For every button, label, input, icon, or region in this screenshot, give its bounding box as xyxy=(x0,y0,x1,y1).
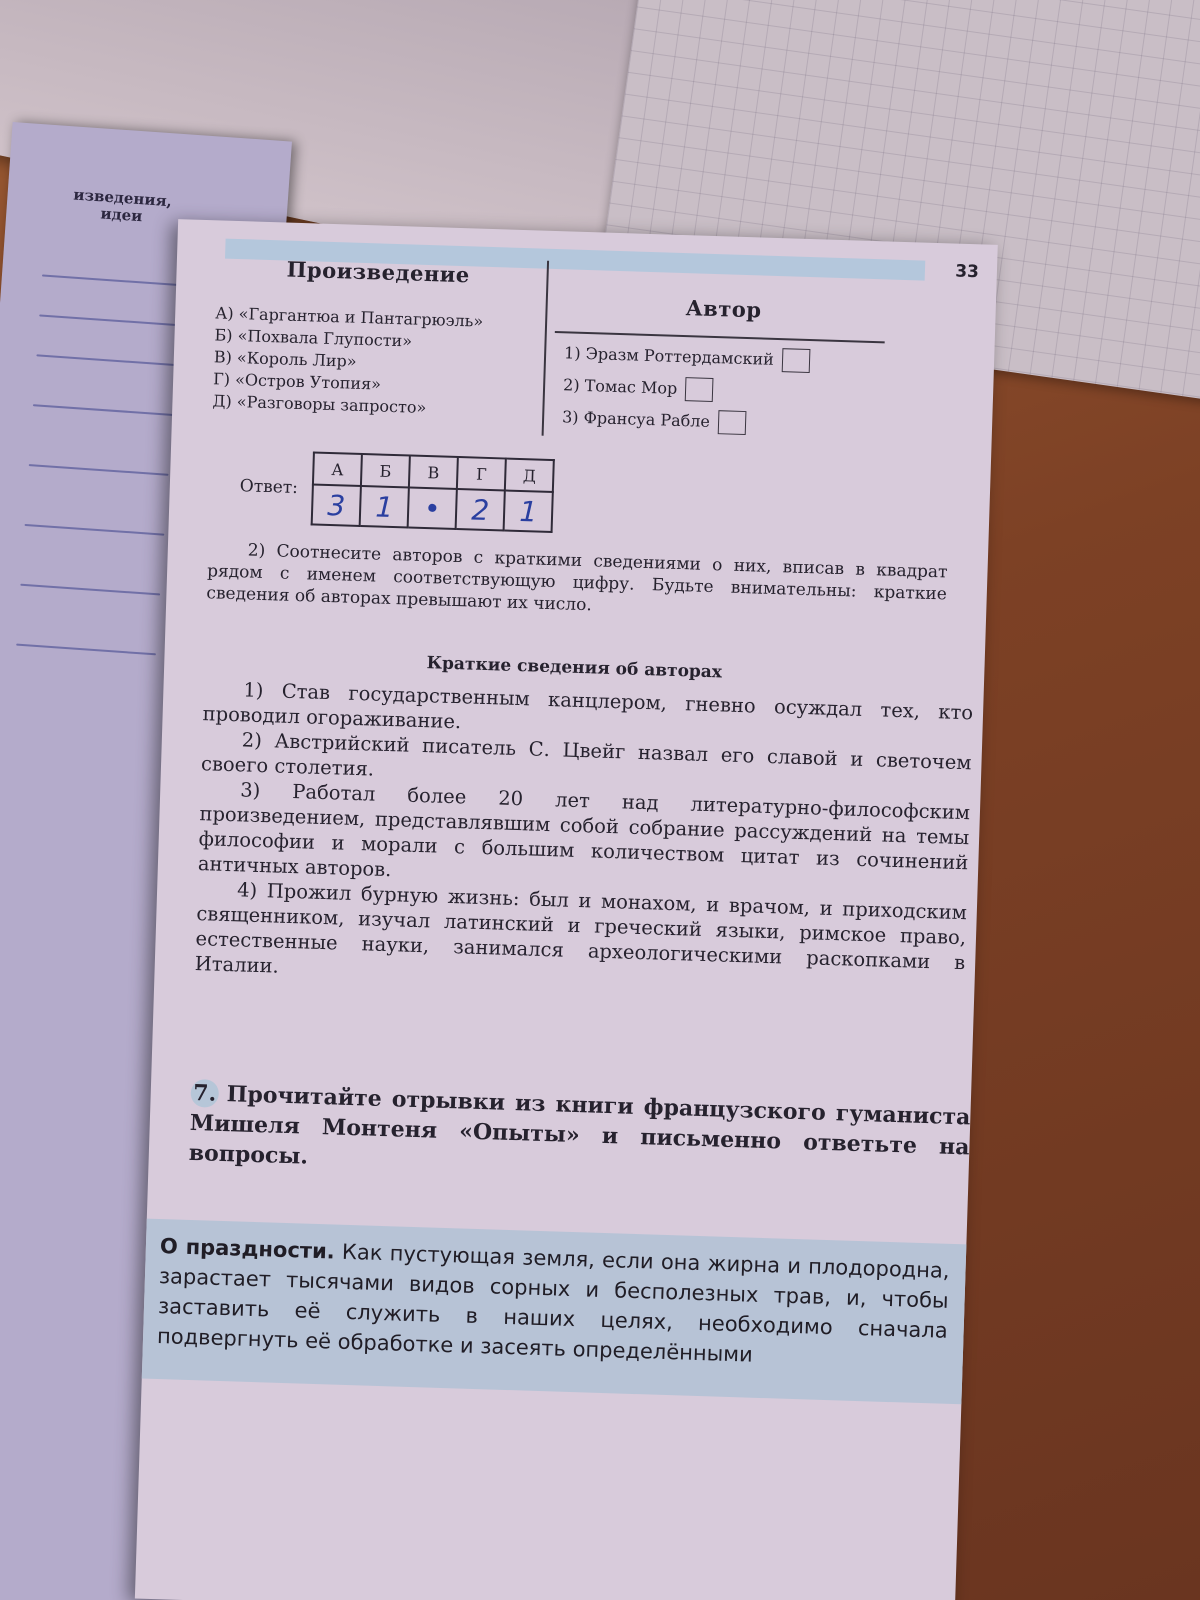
quote-box xyxy=(142,1219,967,1405)
answer-value-cell[interactable]: • xyxy=(408,488,457,529)
answer-label: Ответ: xyxy=(239,476,299,499)
column-divider xyxy=(542,261,549,436)
task-2-instructions: 2) Соотнесите авторов с краткими сведениями о них, вписав в квадрат рядом с именем соответствующую цифру. Будьте внимательны: краткие сведения об авторах превышают их число. xyxy=(206,540,948,616)
handwriting-scribble xyxy=(29,464,169,476)
works-list xyxy=(212,302,540,422)
answer-row xyxy=(239,449,555,533)
answer-value-cell[interactable]: 2 xyxy=(456,489,505,530)
quote-body: Как пустующая земля, если она жирна и плодородна, зарастает тысячами видов сорных и бесполезных трав, и, чтобы заставить её служить в наших целях, необходимо сначала подвергнуть её обработке и засеять определёнными xyxy=(156,1239,950,1367)
answer-letter: В xyxy=(409,456,458,489)
matching-table xyxy=(212,250,937,453)
left-page-header: изведения, идеи xyxy=(72,185,173,226)
handwriting-scribble xyxy=(16,644,156,656)
textbook-page xyxy=(135,219,998,1600)
authors-column-header: Автор xyxy=(685,295,762,323)
author-answer-box[interactable] xyxy=(718,410,747,435)
handwriting-scribble xyxy=(42,274,182,286)
work-item: Б) «Похвала Глупости» xyxy=(214,325,413,351)
work-item: Д) «Разговоры запросто» xyxy=(212,391,427,418)
handwriting-scribble xyxy=(20,584,160,596)
work-item: В) «Король Лир» xyxy=(213,347,357,371)
answer-grid xyxy=(311,451,555,533)
author-name: 3) Франсуа Рабле xyxy=(561,407,711,431)
handwriting-scribble xyxy=(39,314,179,326)
author-name: 1) Эразм Роттердамский xyxy=(563,343,775,369)
fact-item: 2) Австрийский писатель С. Цвейг назвал его славой и светочем своего столетия. xyxy=(200,728,972,781)
section-title: Краткие сведения об авторах xyxy=(426,653,723,683)
author-answer-box[interactable] xyxy=(685,377,714,402)
answer-value-cell[interactable]: 3 xyxy=(312,484,361,525)
handwriting-scribble xyxy=(33,404,173,416)
quote-title: О праздности. xyxy=(159,1234,336,1264)
answer-value-cell[interactable]: 1 xyxy=(360,486,409,527)
fact-item: 1) Став государственным канцлером, гневно осуждал тех, кто проводил огораживание. xyxy=(202,678,974,734)
author-name: 2) Томас Мор xyxy=(562,375,678,398)
quote-text xyxy=(157,1231,950,1376)
author-answer-box[interactable] xyxy=(781,348,810,373)
work-item: А) «Гаргантюа и Пантагрюэль» xyxy=(214,303,484,331)
answer-letter: Д xyxy=(505,459,554,492)
page-number: 33 xyxy=(954,261,980,283)
task-7 xyxy=(188,1078,970,1192)
handwriting-scribble xyxy=(36,354,176,366)
answer-value-cell[interactable]: 1 xyxy=(504,491,553,532)
works-column-header: Произведение xyxy=(286,256,471,288)
fact-item: 3) Работал более 20 лет над литературно-философским произведением, представлявшим собой собрание рассуждений на темы философии и морали с большим количеством цитат из сочинений античных авторов. xyxy=(197,778,971,882)
task-number-badge: 7. xyxy=(190,1079,219,1108)
task-7-text: Прочитайте отрывки из книги французского гуманиста Мишеля Монтеня «Опыты» и письменно ответьте на вопросы. xyxy=(188,1081,971,1170)
work-item: Г) «Остров Утопия» xyxy=(212,369,382,394)
answer-letter: Г xyxy=(457,457,506,490)
authors-list xyxy=(562,337,905,444)
author-facts-list xyxy=(194,676,973,1000)
fact-item: 4) Прожил бурную жизнь: был и монахом, и врачом, и приходским священником, изучал латинский и греческий языки, римское право, естественные науки, занимался археологическими раскопками в Италии. xyxy=(194,878,968,978)
answer-letter: А xyxy=(313,453,362,486)
answer-letter: Б xyxy=(361,454,410,487)
handwriting-scribble xyxy=(25,524,165,536)
